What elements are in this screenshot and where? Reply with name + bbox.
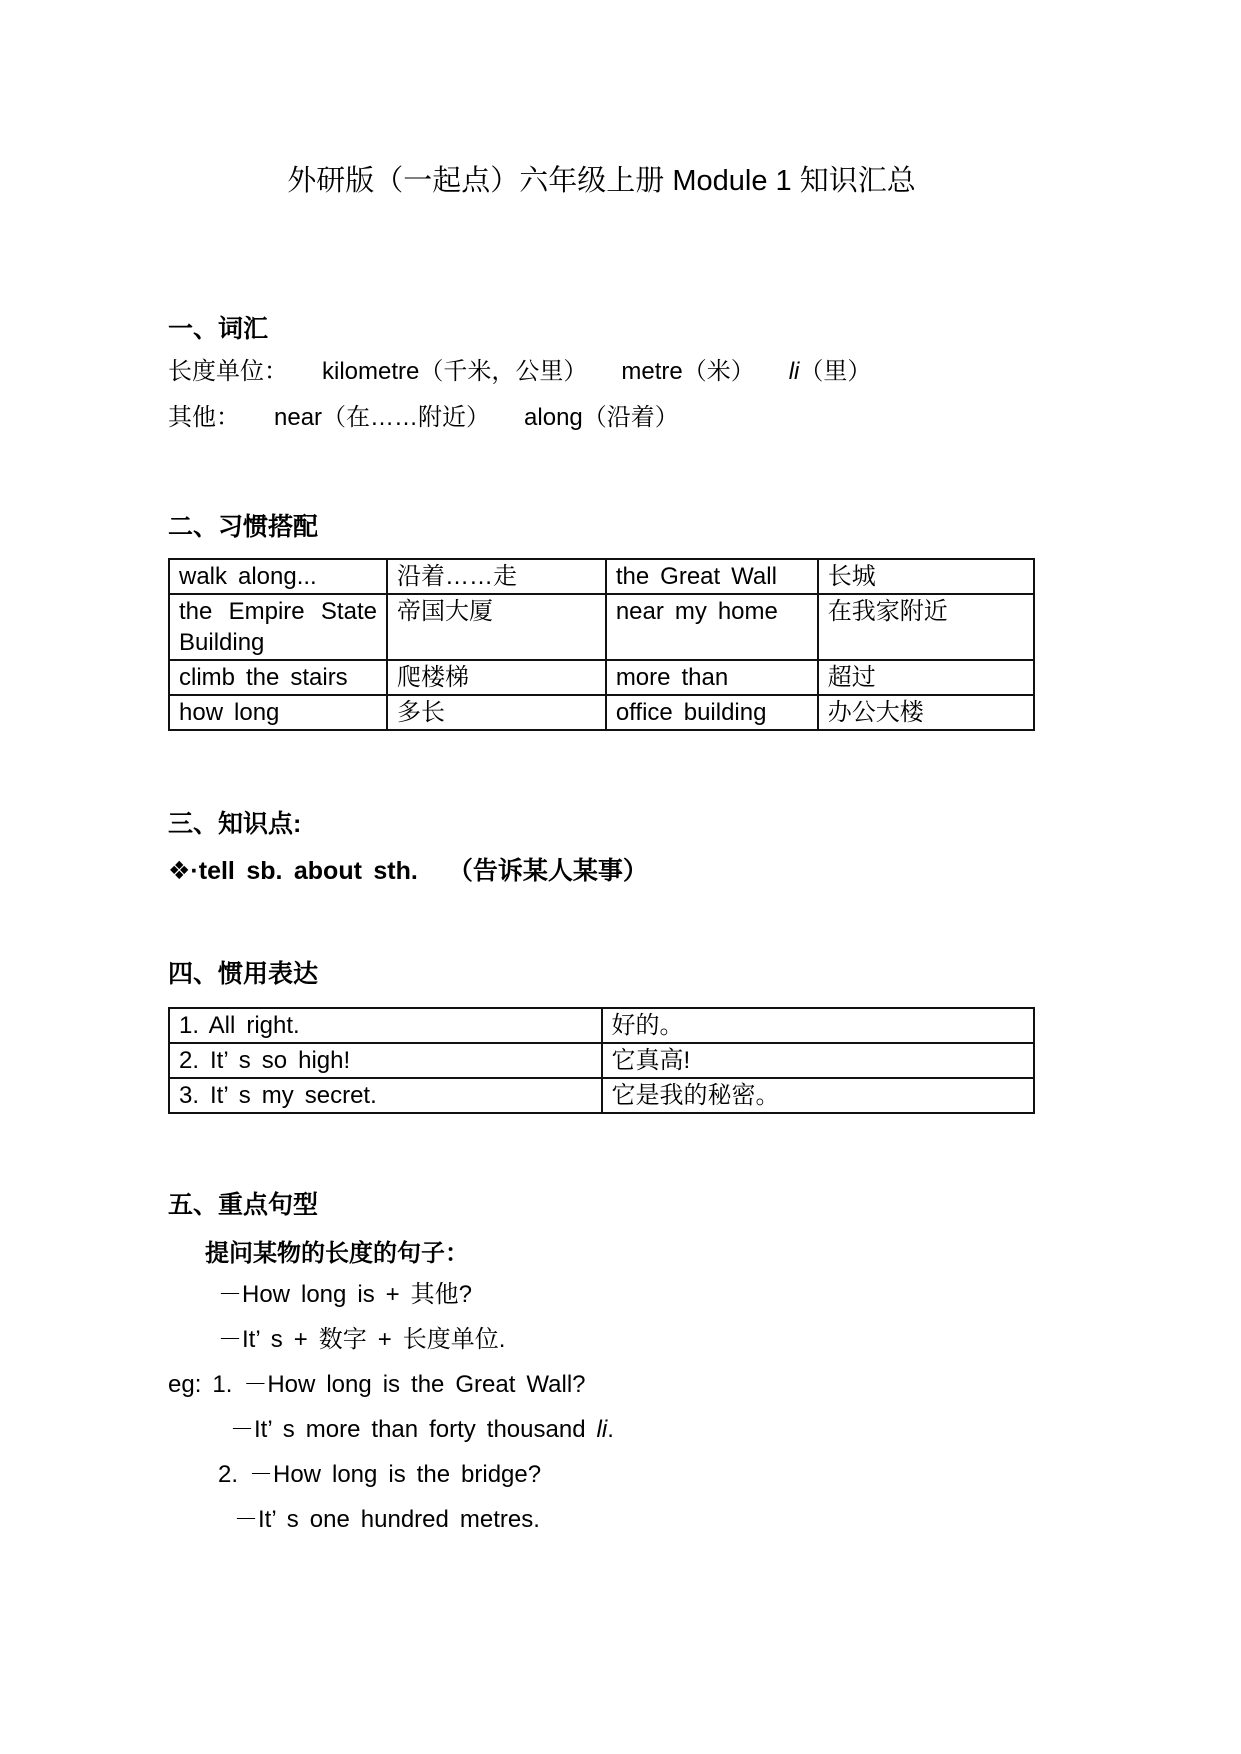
expression-zh-cell: 好的。 — [602, 1008, 1035, 1043]
document-title: 外研版（一起点）六年级上册 Module 1 知识汇总 — [287, 165, 916, 197]
knowledge-point-en: tell sb. about sth. — [198, 857, 418, 885]
table-row — [169, 660, 1034, 695]
expression-en-cell: 2. It’ s so high! — [169, 1043, 602, 1078]
example-2-answer: －It’ s one hundred metres. — [234, 1506, 540, 1533]
knowledge-point-zh: （告诉某人某事） — [447, 857, 648, 885]
table-row — [169, 594, 1034, 660]
collocation-en-cell: walk along... — [169, 559, 387, 594]
expression-en-cell: 1. All right. — [169, 1008, 602, 1043]
table-row — [169, 1043, 1034, 1078]
example-1-question: eg: 1. －How long is the Great Wall? — [168, 1371, 586, 1398]
expressions-table — [168, 1007, 1035, 1114]
vocab-item: li（里） — [788, 358, 872, 385]
patterns-subheading: 提问某物的长度的句子： — [205, 1240, 469, 1267]
collocations-table — [168, 558, 1035, 731]
diamond-bullet-icon: ❖· — [168, 857, 199, 885]
vocab-length-label: 长度单位： — [168, 358, 288, 385]
table-row — [169, 1008, 1034, 1043]
vocab-item: along（沿着） — [524, 404, 679, 431]
vocab-other-label: 其他： — [168, 404, 240, 431]
expression-zh-cell: 它是我的秘密。 — [602, 1078, 1035, 1113]
table-row — [169, 695, 1034, 730]
pattern-answer-line: －It’ s + 数字 + 长度单位. — [218, 1326, 506, 1353]
expression-en-cell: 3. It’ s my secret. — [169, 1078, 602, 1113]
collocation-zh-cell: 爬楼梯 — [387, 660, 606, 695]
example-1-answer: －It’ s more than forty thousand li. — [230, 1416, 614, 1443]
collocation-en-cell: near my home — [606, 594, 818, 660]
collocation-en-cell: climb the stairs — [169, 660, 387, 695]
italic-li-word: li — [596, 1416, 608, 1443]
section-heading-expressions: 四、惯用表达 — [168, 960, 319, 988]
expression-zh-cell: 它真高! — [602, 1043, 1035, 1078]
collocation-zh-cell: 长城 — [818, 559, 1034, 594]
collocation-zh-cell: 多长 — [387, 695, 606, 730]
section-heading-patterns: 五、重点句型 — [168, 1191, 319, 1219]
vocab-item: metre（米） — [621, 358, 755, 385]
collocation-en-cell: the Great Wall — [606, 559, 818, 594]
collocation-en-cell: the Empire State Building — [169, 594, 387, 660]
collocation-zh-cell: 沿着……走 — [387, 559, 606, 594]
vocab-item: kilometre（千米，公里） — [322, 358, 588, 385]
knowledge-point-line — [168, 853, 1035, 889]
vocab-length-line — [168, 352, 1035, 392]
table-row — [169, 1078, 1034, 1113]
pattern-question-line: －How long is + 其他? — [218, 1281, 473, 1308]
section-heading-vocabulary: 一、词汇 — [168, 315, 269, 343]
collocation-zh-cell: 办公大楼 — [818, 695, 1034, 730]
collocation-en-cell: office building — [606, 695, 818, 730]
vocab-other-line — [168, 398, 1035, 438]
section-heading-collocations: 二、习惯搭配 — [168, 513, 319, 541]
section-heading-knowledge: 三、知识点: — [168, 810, 302, 838]
collocation-en-cell: more than — [606, 660, 818, 695]
collocation-zh-cell: 在我家附近 — [818, 594, 1034, 660]
collocation-zh-cell: 帝国大厦 — [387, 594, 606, 660]
vocab-item: near（在……附近） — [274, 404, 491, 431]
example-2-question: 2. －How long is the bridge? — [218, 1461, 542, 1488]
table-row — [169, 559, 1034, 594]
collocation-en-cell: how long — [169, 695, 387, 730]
collocation-zh-cell: 超过 — [818, 660, 1034, 695]
